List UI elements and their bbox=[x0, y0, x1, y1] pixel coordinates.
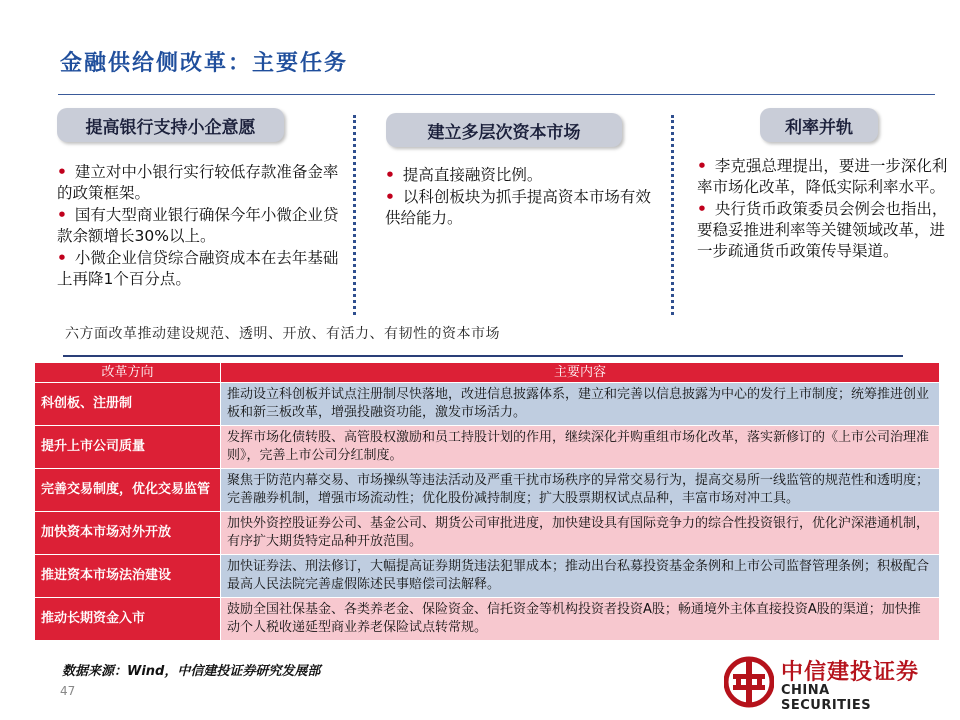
table-header-row bbox=[35, 363, 940, 383]
page-number: 47 bbox=[60, 684, 76, 698]
bullet-icon: • bbox=[57, 206, 67, 224]
table-caption: 六方面改革推动建设规范、透明、开放、有活力、有韧性的资本市场 bbox=[65, 326, 500, 342]
bullet-icon: • bbox=[57, 163, 67, 181]
bullet-item: • 李克强总理提出，要进一步深化利率市场化改革，降低实际利率水平。 bbox=[697, 157, 948, 196]
row-direction: 提升上市公司质量 bbox=[35, 426, 221, 469]
bullet-icon: • bbox=[57, 249, 67, 267]
table-row bbox=[35, 383, 940, 426]
bullet-item: • 建立对中小银行实行较低存款准备金率的政策框架。 bbox=[57, 163, 339, 202]
company-logo bbox=[724, 652, 924, 712]
logo-name-cn: 中信建投证券 bbox=[781, 660, 920, 685]
bullet-item: • 以科创板块为抓手提高资本市场有效供给能力。 bbox=[385, 188, 651, 227]
logo-name-en: CHINA SECURITIES bbox=[781, 683, 872, 713]
row-content: 推动设立科创板并试点注册制尽快落地，改进信息披露体系，建立和完善以信息披露为中心的发行上市制度；统筹推进创业板和新三板改革，增强投融资功能，激发市场活力。 bbox=[221, 383, 940, 426]
table-row bbox=[35, 426, 940, 469]
column-heading-bank-support: 提高银行支持小企意愿 bbox=[57, 108, 284, 142]
column-divider bbox=[671, 115, 674, 315]
column-heading-capital-market: 建立多层次资本市场 bbox=[386, 113, 622, 147]
row-direction: 推进资本市场法治建设 bbox=[35, 555, 221, 598]
bullet-item: • 提高直接融资比例。 bbox=[385, 166, 543, 184]
bullet-list-capital-market bbox=[385, 165, 655, 230]
bullet-item: • 小微企业信贷综合融资成本在去年基础上再降1个百分点。 bbox=[57, 249, 339, 288]
row-direction: 推动长期资金入市 bbox=[35, 598, 221, 641]
citic-logo-icon bbox=[724, 654, 774, 710]
header-direction: 改革方向 bbox=[35, 363, 221, 383]
row-content: 鼓励全国社保基金、各类养老金、保险资金、信托资金等机构投资者投资A股；畅通境外主体直接投资A股的渠道；加快推动个人税收递延型商业养老保险试点转常规。 bbox=[221, 598, 940, 641]
row-direction: 科创板、注册制 bbox=[35, 383, 221, 426]
table-row bbox=[35, 512, 940, 555]
title-divider bbox=[58, 94, 935, 95]
caption-divider bbox=[63, 355, 903, 357]
page-title: 金融供给侧改革：主要任务 bbox=[60, 51, 349, 76]
bullet-item: • 央行货币政策委员会例会也指出，要稳妥推进利率等关键领域改革，进一步疏通货币政策传导渠道。 bbox=[697, 200, 948, 260]
row-content: 加快证券法、刑法修订，大幅提高证券期货违法犯罪成本；推动出台私募投资基金条例和上市公司监督管理条例；积极配合最高人民法院完善虚假陈述民事赔偿司法解释。 bbox=[221, 555, 940, 598]
reform-table bbox=[34, 362, 940, 641]
bullet-icon: • bbox=[385, 188, 395, 206]
column-divider bbox=[353, 115, 356, 315]
row-direction: 完善交易制度，优化交易监管 bbox=[35, 469, 221, 512]
row-content: 发挥市场化债转股、高管股权激励和员工持股计划的作用，继续深化并购重组市场化改革，落实新修订的《上市公司治理准则》，完善上市公司分红制度。 bbox=[221, 426, 940, 469]
bullet-icon: • bbox=[697, 200, 707, 218]
row-content: 加快外资控股证券公司、基金公司、期货公司审批进度，加快建设具有国际竞争力的综合性投资银行，优化沪深港通机制，有序扩大期货特定品种开放范围。 bbox=[221, 512, 940, 555]
table-row bbox=[35, 555, 940, 598]
header-content: 主要内容 bbox=[221, 363, 940, 383]
table-row bbox=[35, 469, 940, 512]
table-row bbox=[35, 598, 940, 641]
column-heading-rate-merge: 利率并轨 bbox=[760, 108, 878, 142]
row-direction: 加快资本市场对外开放 bbox=[35, 512, 221, 555]
bullet-icon: • bbox=[385, 166, 395, 184]
bullet-list-rate-merge bbox=[697, 156, 954, 263]
bullet-item: • 国有大型商业银行确保今年小微企业贷款余额增长30%以上。 bbox=[57, 206, 339, 245]
data-source-note: 数据来源：Wind，中信建投证券研究发展部 bbox=[62, 664, 321, 679]
bullet-icon: • bbox=[697, 157, 707, 175]
row-content: 聚焦于防范内幕交易、市场操纵等违法活动及严重干扰市场秩序的异常交易行为，提高交易所一线监管的规范性和透明度；完善融券机制，增强市场流动性；优化股份减持制度；扩大股票期权试点品种，丰富市场对冲工具。 bbox=[221, 469, 940, 512]
bullet-list-bank-support bbox=[57, 162, 347, 291]
